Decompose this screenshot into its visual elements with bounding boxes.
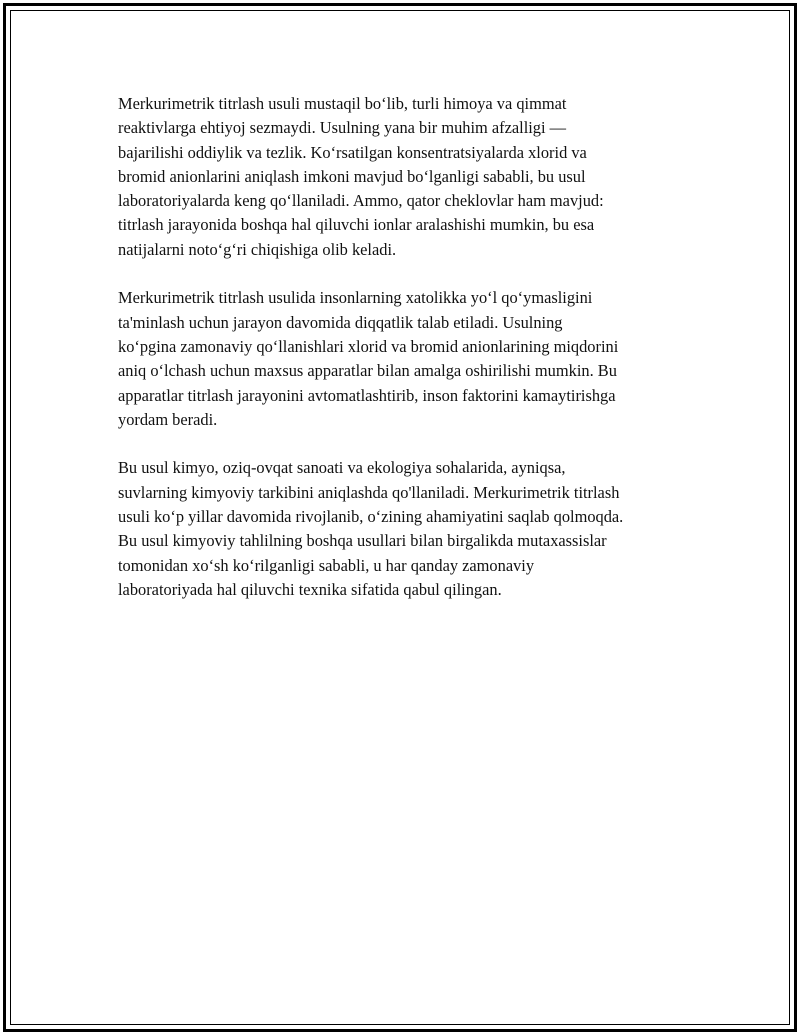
text-line: tomonidan xoʻsh koʻrilganligi sababli, u har qanday zamonaviy (118, 555, 535, 575)
text-line: suvlarning kimyoviy tarkibini aniqlashda qo'llaniladi. Merkurimetrik titrlash (118, 482, 620, 502)
text-line: reaktivlarga ehtiyoj sezmaydi. Usulning yana bir muhim afzalligi — (118, 118, 567, 138)
text-line: aniq oʻlchash uchun maxsus apparatlar bilan amalga oshirilishi mumkin. Bu (118, 361, 617, 381)
text-line: apparatlar titrlash jarayonini avtomatlashtirib, inson faktorini kamaytirishga (118, 385, 616, 405)
text-line: Merkurimetrik titrlash usulida insonlarning xatolikka yoʻl qoʻymasligini (118, 288, 593, 308)
paragraph-2 (118, 286, 692, 432)
text-line: Bu usul kimyoviy tahlilning boshqa usullari bilan birgalikda mutaxassislar (118, 531, 607, 551)
text-line: Bu usul kimyo, oziq-ovqat sanoati va ekologiya sohalarida, ayniqsa, (118, 458, 566, 478)
paragraph-3 (118, 456, 692, 602)
text-line: usuli koʻp yillar davomida rivojlanib, oʻzining ahamiyatini saqlab qolmoqda. (118, 507, 624, 527)
text-line: bromid anionlarini aniqlash imkoni mavjud boʻlganligi sababli, bu usul (118, 166, 586, 186)
text-line: yordam beradi. (118, 409, 218, 429)
text-line: laboratoriyada hal qiluvchi texnika sifatida qabul qilingan. (118, 579, 502, 599)
text-line: Merkurimetrik titrlash usuli mustaqil boʻlib, turli himoya va qimmat (118, 94, 567, 113)
document-body (118, 92, 692, 627)
paragraph-1 (118, 92, 692, 262)
text-line: laboratoriyalarda keng qoʻllaniladi. Ammo, qator cheklovlar ham mavjud: (118, 191, 604, 211)
text-line: koʻpgina zamonaviy qoʻllanishlari xlorid va bromid anionlarining miqdorini (118, 336, 619, 356)
text-line: natijalarni notoʻgʻri chiqishiga olib keladi. (118, 239, 397, 259)
text-line: bajarilishi oddiylik va tezlik. Koʻrsatilgan konsentratsiyalarda xlorid va (118, 142, 587, 162)
text-line: ta'minlash uchun jarayon davomida diqqatlik talab etiladi. Usulning (118, 312, 563, 332)
text-line: titrlash jarayonida boshqa hal qiluvchi ionlar aralashishi mumkin, bu esa (118, 215, 595, 235)
